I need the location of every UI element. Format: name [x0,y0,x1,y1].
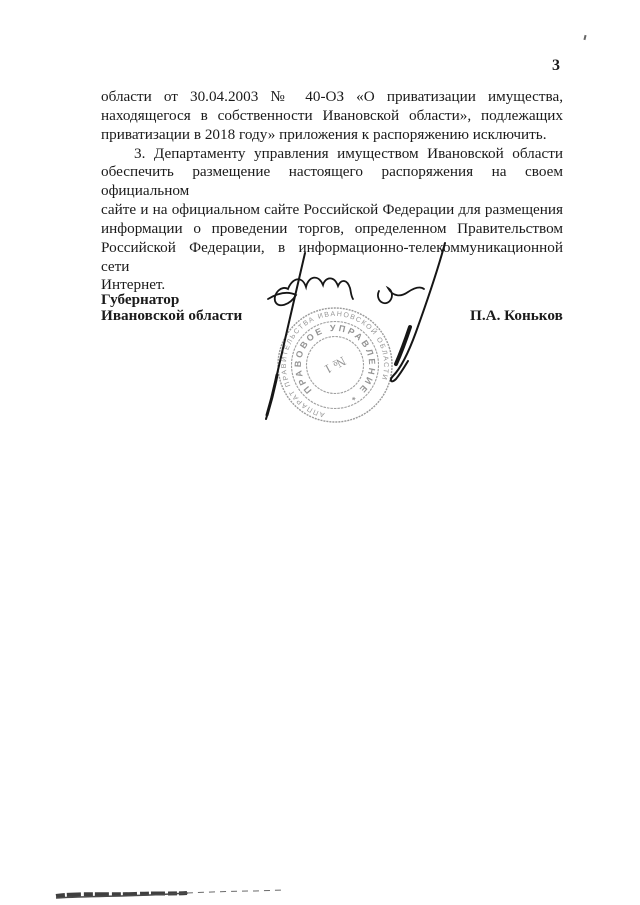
signatory-title-line2: Ивановской области [101,306,243,324]
text-line: информации о проведении торгов, определенном Правительством [101,219,563,237]
stamp-outer-ring-text: АППАРАТ ПРАВИТЕЛЬСТВА ИВАНОВСКОЙ ОБЛАСТИ [280,310,390,418]
text-line: Интернет. [101,276,166,294]
scan-speck [583,35,586,40]
text-line: сайте и на официальном сайте Российской Федерации для размещения [101,201,563,219]
text-line: приватизации в 2018 году» приложения к распоряжению исключить. [101,125,547,143]
page-number: 3 [552,57,561,74]
stamp-center-number: № 1 [321,353,349,378]
text-line: 3. Департаменту управления имуществом Ивановской области [134,144,563,162]
scan-smudge [50,884,300,902]
signatory-title [101,292,242,324]
stamp-inner-ring-text: ПРАВОВОЕ УПРАВЛЕНИЕ * [292,322,378,404]
signatory-title-line1: Губернатор [101,291,180,308]
text-line: Российской Федерации, в информационно-телекоммуникационной сети [101,238,563,275]
text-line: обеспечить размещение настоящего распоряжения на своем официальном [101,163,563,200]
text-line: области от 30.04.2003 № 40-ОЗ «О приватизации имущества, [101,88,563,105]
signature-and-stamp-area [230,235,470,445]
signatory-name: П.А. Коньков [470,307,563,324]
text-line: находящегося в собственности Ивановской области», подлежащих [101,106,563,124]
